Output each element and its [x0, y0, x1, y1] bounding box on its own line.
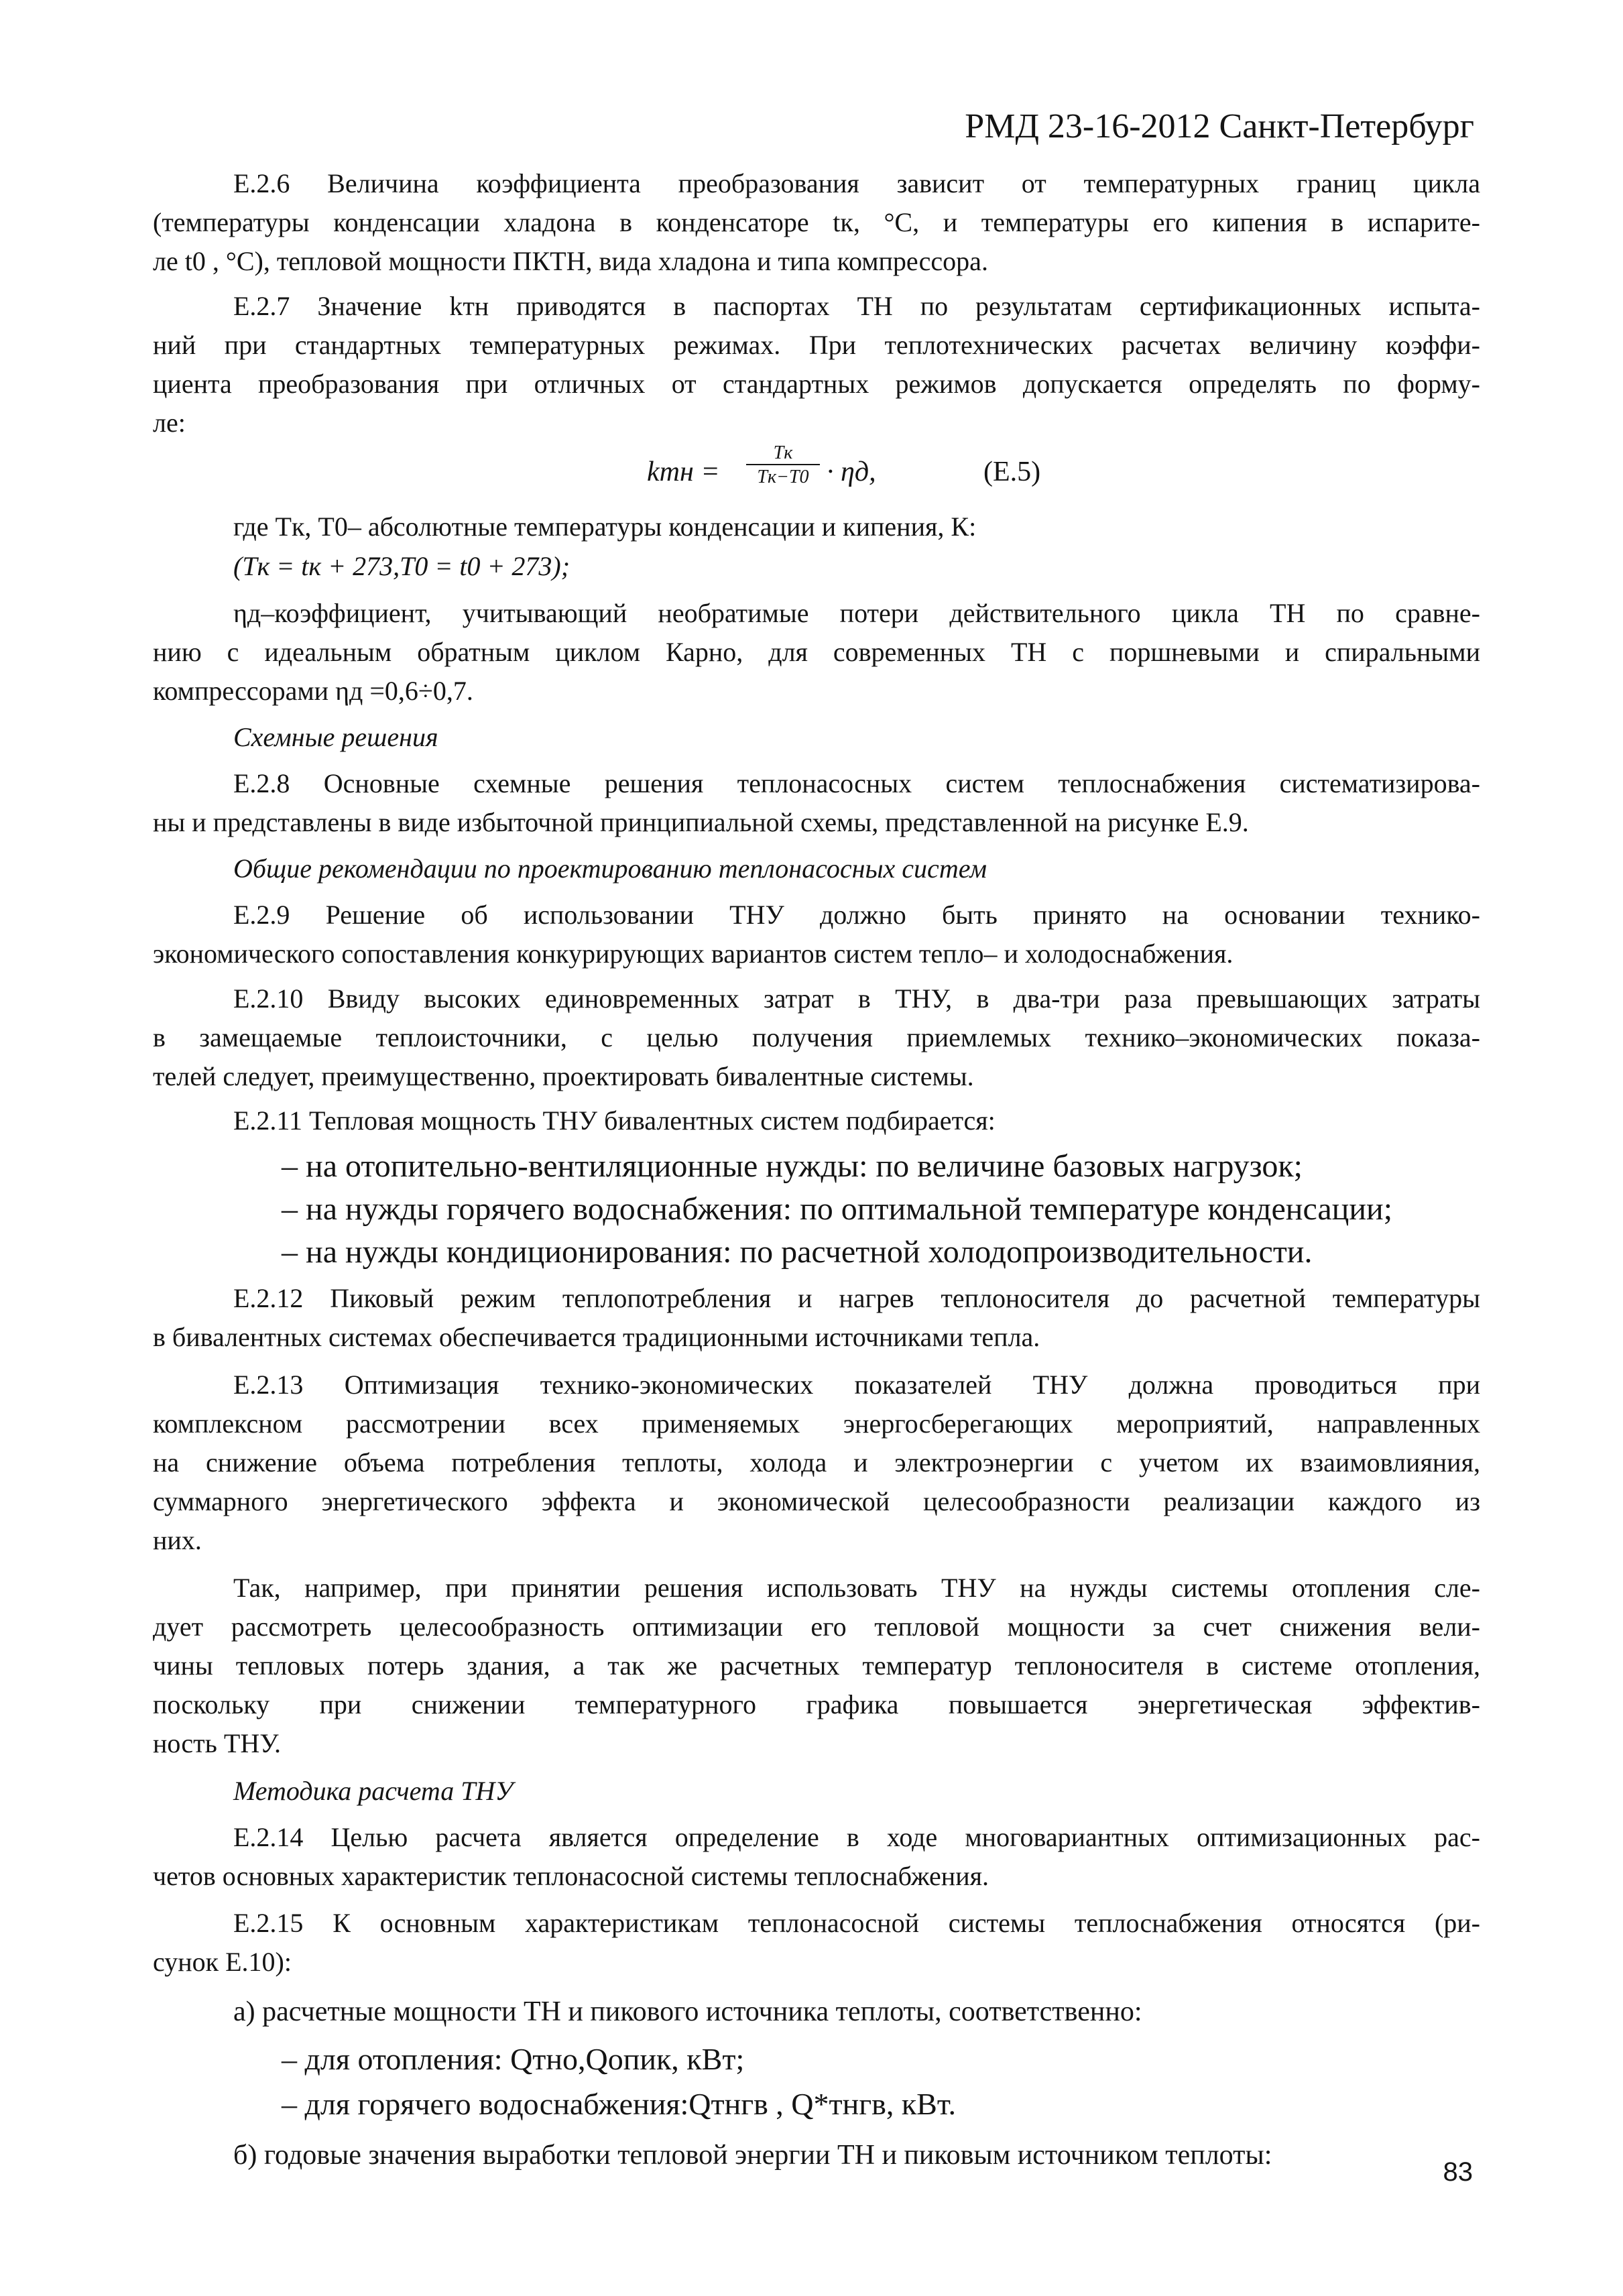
- text-line: Е.2.7 Значение kтн приводятся в паспортах ТН по результатам сертификационных испыта-: [233, 291, 1480, 321]
- text-line: телей следует, преимущественно, проектировать бивалентные системы.: [153, 1061, 974, 1091]
- text-line: ность ТНУ.: [153, 1728, 281, 1758]
- formula-number: (Е.5): [983, 457, 1041, 487]
- text-line: б) годовые значения выработки тепловой энергии ТН и пиковым источником теплоты:: [233, 2140, 1272, 2171]
- text-line: Е.2.8 Основные схемные решения теплонасосных систем теплоснабжения систематизирова-: [233, 768, 1480, 798]
- formula-numerator: Tк: [746, 442, 820, 465]
- subheading: Схемные решения: [233, 722, 438, 752]
- text-line: ле:: [153, 408, 186, 438]
- text-line: Е.2.14 Целью расчета является определение в ходе многовариантных оптимизационных рас-: [233, 1822, 1480, 1852]
- list-item: – для отопления: Qтно,Qопик, кВт;: [282, 2042, 745, 2076]
- text-line: в замещаемые теплоисточники, с целью получения приемлемых технико–экономических показа-: [153, 1022, 1480, 1052]
- text-line: в бивалентных системах обеспечивается традиционными источниками тепла.: [153, 1322, 1040, 1352]
- text-line: Е.2.12 Пиковый режим теплопотребления и нагрев теплоносителя до расчетной температуры: [233, 1283, 1480, 1313]
- text-line: ны и представлены в виде избыточной принципиальной схемы, представленной на рисунке Е.9.: [153, 807, 1249, 837]
- formula-e5: [647, 442, 1063, 496]
- list-item: – на нужды кондиционирования: по расчетной холодопроизводительности.: [282, 1234, 1313, 1270]
- text-line: а) расчетные мощности ТН и пикового источника теплоты, соответственно:: [233, 1996, 1142, 2027]
- text-line: (температуры конденсации хладона в конденсаторе tк, °С, и температуры его кипения в испарите-: [153, 207, 1480, 237]
- text-line: циента преобразования при отличных от стандартных режимов допускается определять по форму-: [153, 369, 1480, 399]
- page-number: 83: [1443, 2157, 1473, 2187]
- text-line: нию с идеальным обратным циклом Карно, для современных ТН с поршневыми и спиральными: [153, 637, 1480, 667]
- text-line: чины тепловых потерь здания, а так же расчетных температур теплоносителя в системе отопления,: [153, 1650, 1480, 1681]
- text-line: них.: [153, 1525, 202, 1555]
- text-line: (Tк = tк + 273,T0 = t0 + 273);: [233, 551, 570, 581]
- text-line: Е.2.11 Тепловая мощность ТНУ бивалентных систем подбирается:: [233, 1105, 996, 1136]
- text-line: ле t0 , °С), тепловой мощности ПКТН, вида хладона и типа компрессора.: [153, 246, 988, 276]
- formula-rhs: · ηд,: [827, 457, 876, 487]
- text-line: комплексном рассмотрении всех применяемых энергосберегающих мероприятий, направленных: [153, 1408, 1480, 1439]
- text-line: сунок Е.10):: [153, 1947, 292, 1977]
- list-item: – на отопительно-вентиляционные нужды: по величине базовых нагрузок;: [282, 1148, 1303, 1184]
- text-line: экономического сопоставления конкурирующих вариантов систем тепло– и холодоснабжения.: [153, 939, 1234, 969]
- text-line: Е.2.15 К основным характеристикам теплонасосной системы теплоснабжения относятся (ри-: [233, 1908, 1480, 1938]
- document-header: РМД 23-16-2012 Санкт-Петербург: [965, 107, 1474, 145]
- text-line: Е.2.6 Величина коэффициента преобразования зависит от температурных границ цикла: [233, 168, 1480, 198]
- subheading: Методика расчета ТНУ: [233, 1776, 514, 1806]
- text-line: на снижение объема потребления теплоты, холода и электроэнергии с учетом их взаимовлияния,: [153, 1447, 1480, 1477]
- text-line: Е.2.9 Решение об использовании ТНУ должно быть принято на основании технико-: [233, 900, 1480, 930]
- text-line: поскольку при снижении температурного графика повышается энергетическая эффектив-: [153, 1689, 1480, 1719]
- subheading: Общие рекомендации по проектированию теплонасосных систем: [233, 853, 987, 884]
- text-line: Так, например, при принятии решения использовать ТНУ на нужды системы отопления сле-: [233, 1573, 1480, 1603]
- text-line: дует рассмотреть целесообразность оптимизации его тепловой мощности за счет снижения вели-: [153, 1612, 1480, 1642]
- list-item: – на нужды горячего водоснабжения: по оптимальной температуре конденсации;: [282, 1191, 1393, 1227]
- text-line: ний при стандартных температурных режимах. При теплотехнических расчетах величину коэффи-: [153, 330, 1480, 360]
- text-line: где Tк, T0– абсолютные температуры конденсации и кипения, К:: [233, 511, 977, 542]
- text-line: суммарного энергетического эффекта и экономической целесообразности реализации каждого из: [153, 1486, 1480, 1516]
- list-item: – для горячего водоснабжения:Qтнгв , Q*тнгв, кВт.: [282, 2087, 957, 2121]
- text-line: четов основных характеристик теплонасосной системы теплоснабжения.: [153, 1861, 989, 1891]
- text-line: компрессорами ηд =0,6÷0,7.: [153, 676, 473, 706]
- text-line: ηд–коэффициент, учитывающий необратимые потери действительного цикла ТН по сравне-: [233, 598, 1480, 628]
- formula-denominator: Tк−T0: [757, 467, 809, 487]
- text-line: Е.2.10 Ввиду высоких единовременных затрат в ТНУ, в два-три раза превышающих затраты: [233, 983, 1480, 1014]
- formula-lhs: kтн =: [647, 457, 720, 487]
- text-line: Е.2.13 Оптимизация технико-экономических показателей ТНУ должна проводиться при: [233, 1370, 1480, 1400]
